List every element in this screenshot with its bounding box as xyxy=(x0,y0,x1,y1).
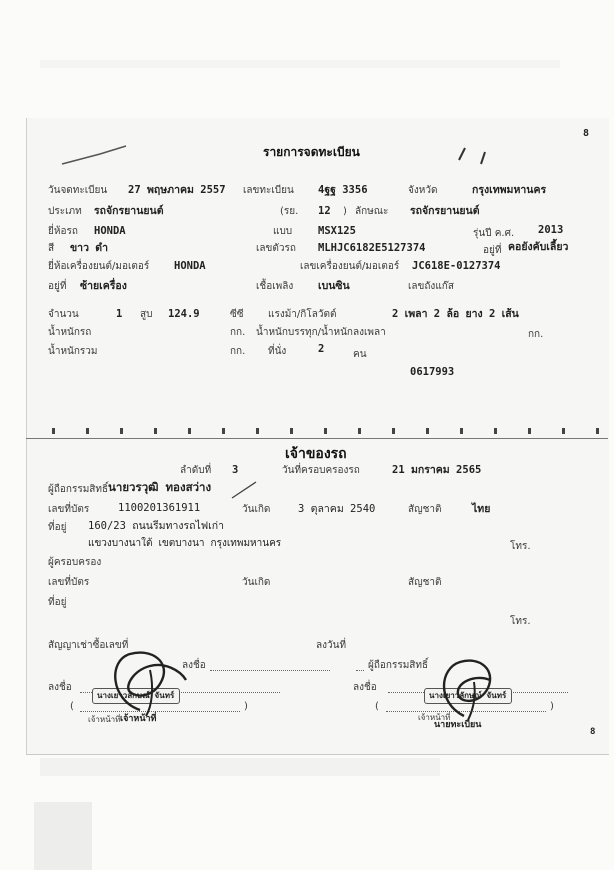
color-label: สี xyxy=(48,243,55,254)
year-value: 2013 xyxy=(538,224,564,236)
left-caption: เจ้าหน้าที่ xyxy=(88,715,121,724)
paren-open: ( xyxy=(375,701,379,712)
lease-label: สัญญาเช่าซื้อเลขที่ xyxy=(48,640,129,651)
tel2-label: โทร. xyxy=(510,616,531,627)
fuel-value: เบนซิน xyxy=(318,280,350,292)
engine-brand-value: HONDA xyxy=(174,260,206,272)
engine-at-label: อยู่ที่ xyxy=(48,281,67,292)
seat-value: 2 xyxy=(318,343,325,355)
stamp-role: เจ้าหน้าที่ xyxy=(120,714,157,724)
page-number: 8 xyxy=(583,128,590,139)
holder-label: ผู้ถือกรรมสิทธิ์ xyxy=(48,484,109,495)
sign3-label: ลงชื่อ xyxy=(353,682,377,693)
id-value: 1100201361911 xyxy=(118,502,201,514)
footer-page-number: 8 xyxy=(590,727,596,737)
page-title: รายการจดทะเบียน xyxy=(263,145,360,159)
holder-name: นายวรวุฒิ ทองสว่าง xyxy=(108,480,212,494)
plate-label: เลขทะเบียน xyxy=(243,185,294,196)
color-value: ขาว ดำ xyxy=(70,242,109,254)
count-label: จำนวน xyxy=(48,309,79,320)
chassis-at-value: คอยังคับเลี้ยว xyxy=(508,241,569,253)
engine-at-value: ซ้ายเครื่อง xyxy=(80,280,127,292)
cylinder-label: สูบ xyxy=(140,309,153,320)
code-value: 12 xyxy=(318,205,331,217)
chassis-label: เลขตัวรถ xyxy=(256,243,296,254)
address-label: ที่อยู่ xyxy=(48,522,67,533)
engine-no-value: JC618E-0127374 xyxy=(412,260,501,272)
year-label: รุ่นปี ค.ศ. xyxy=(473,228,515,239)
cc-label: ซีซี xyxy=(230,309,244,320)
birth-value: 3 ตุลาคม 2540 xyxy=(298,503,376,515)
paren-close: ) xyxy=(244,701,248,712)
lease-date-label: ลงวันที่ xyxy=(316,640,347,651)
pen-mark xyxy=(60,140,130,170)
code-close: ) xyxy=(343,206,347,217)
chassis-at-label: อยู่ที่ xyxy=(483,245,502,256)
pen-mark xyxy=(230,480,260,500)
kg-unit: กก. xyxy=(528,329,544,340)
engine-brand-label: ยี่ห้อเครื่องยนต์/มอเตอร์ xyxy=(48,261,150,272)
stamp-role: นายทะเบียน xyxy=(434,720,482,730)
date-label: วันจดทะเบียน xyxy=(48,185,108,196)
brand-value: HONDA xyxy=(94,225,126,237)
model-value: MSX125 xyxy=(318,225,356,237)
axle-value: 2 เพลา 2 ล้อ ยาง 2 เส้น xyxy=(392,308,519,320)
background-smudge xyxy=(40,758,440,776)
possessor-label: ผู้ครอบครอง xyxy=(48,557,102,568)
handwritten-signature xyxy=(100,640,190,720)
plate-value: 4ฐฐ 3356 xyxy=(318,184,368,196)
weight-label: น้ำหนักรถ xyxy=(48,327,92,338)
person-label: คน xyxy=(353,349,367,360)
handwritten-signature xyxy=(430,652,510,722)
chassis-value: MLHJC6182E5127374 xyxy=(318,242,426,254)
engine-no-label: เลขเครื่องยนต์/มอเตอร์ xyxy=(300,261,400,272)
type-value: รถจักรยานยนต์ xyxy=(94,205,164,217)
right-caption: เจ้าหน้าที่ xyxy=(418,713,451,722)
style-value: รถจักรยานยนต์ xyxy=(410,205,480,217)
birth-label: วันเกิด xyxy=(242,504,271,515)
pen-mark xyxy=(455,140,495,170)
stamp-name: นางเยาวลักษณ์ จันทร์ xyxy=(97,691,175,700)
signature-line xyxy=(356,670,364,671)
cc-value: 124.9 xyxy=(168,308,200,320)
nation-value: ไทย xyxy=(472,503,491,515)
date-value: 27 พฤษภาคม 2557 xyxy=(128,184,226,196)
stamp-name: นางเยาวลักษณ์ จันทร์ xyxy=(429,691,507,700)
possess-date-value: 21 มกราคม 2565 xyxy=(392,464,482,476)
type-label: ประเภท xyxy=(48,206,82,217)
nation2-label: สัญชาติ xyxy=(408,577,442,588)
signature-line xyxy=(210,670,330,671)
bottom-shadow xyxy=(34,802,92,870)
code-label: (รย. xyxy=(280,206,299,217)
owner-title: เจ้าของรถ xyxy=(285,446,347,462)
hp-label: แรงม้า/กิโลวัตต์ xyxy=(268,309,337,320)
background-smudge xyxy=(40,60,560,68)
id-label: เลขที่บัตร xyxy=(48,504,90,515)
address2-label: ที่อยู่ xyxy=(48,597,67,608)
serial-number: 0617993 xyxy=(410,366,455,378)
sign2-label: ลงชื่อ xyxy=(48,682,72,693)
address-line-1: 160/23 ถนนรีมทางรถไฟเก่า xyxy=(88,520,225,532)
paren-open: ( xyxy=(70,701,74,712)
model-label: แบบ xyxy=(273,226,293,237)
possess-date-label: วันที่ครอบครองรถ xyxy=(282,465,360,476)
style-label: ลักษณะ xyxy=(355,206,389,217)
total-weight-label: น้ำหนักรวม xyxy=(48,346,98,357)
fuel-label: เชื้อเพลิง xyxy=(256,281,294,292)
paren-close: ) xyxy=(550,701,554,712)
order-value: 3 xyxy=(232,464,239,476)
birth2-label: วันเกิด xyxy=(242,577,271,588)
province-label: จังหวัด xyxy=(408,185,438,196)
perforation-line xyxy=(26,428,608,436)
brand-label: ยี่ห้อรถ xyxy=(48,226,78,237)
kg-unit: กก. xyxy=(230,327,246,338)
tel-label: โทร. xyxy=(510,541,531,552)
id2-label: เลขที่บัตร xyxy=(48,577,90,588)
holder-sign-label: ผู้ถือกรรมสิทธิ์ xyxy=(368,660,429,671)
order-label: ลำดับที่ xyxy=(180,465,212,476)
sign-label: ลงชื่อ xyxy=(182,660,206,671)
load-label: น้ำหนักบรรทุก/น้ำหนักลงเพลา xyxy=(256,327,386,338)
address-line-2: แขวงบางนาใต้ เขตบางนา กรุงเทพมหานคร xyxy=(88,538,282,549)
tank-label: เลขถังแก๊ส xyxy=(408,281,454,292)
kg-unit: กก. xyxy=(230,346,246,357)
province-value: กรุงเทพมหานคร xyxy=(472,184,547,196)
seat-label: ที่นั่ง xyxy=(268,346,287,357)
section-divider xyxy=(26,438,608,439)
count-value: 1 xyxy=(116,308,123,320)
nation-label: สัญชาติ xyxy=(408,504,442,515)
